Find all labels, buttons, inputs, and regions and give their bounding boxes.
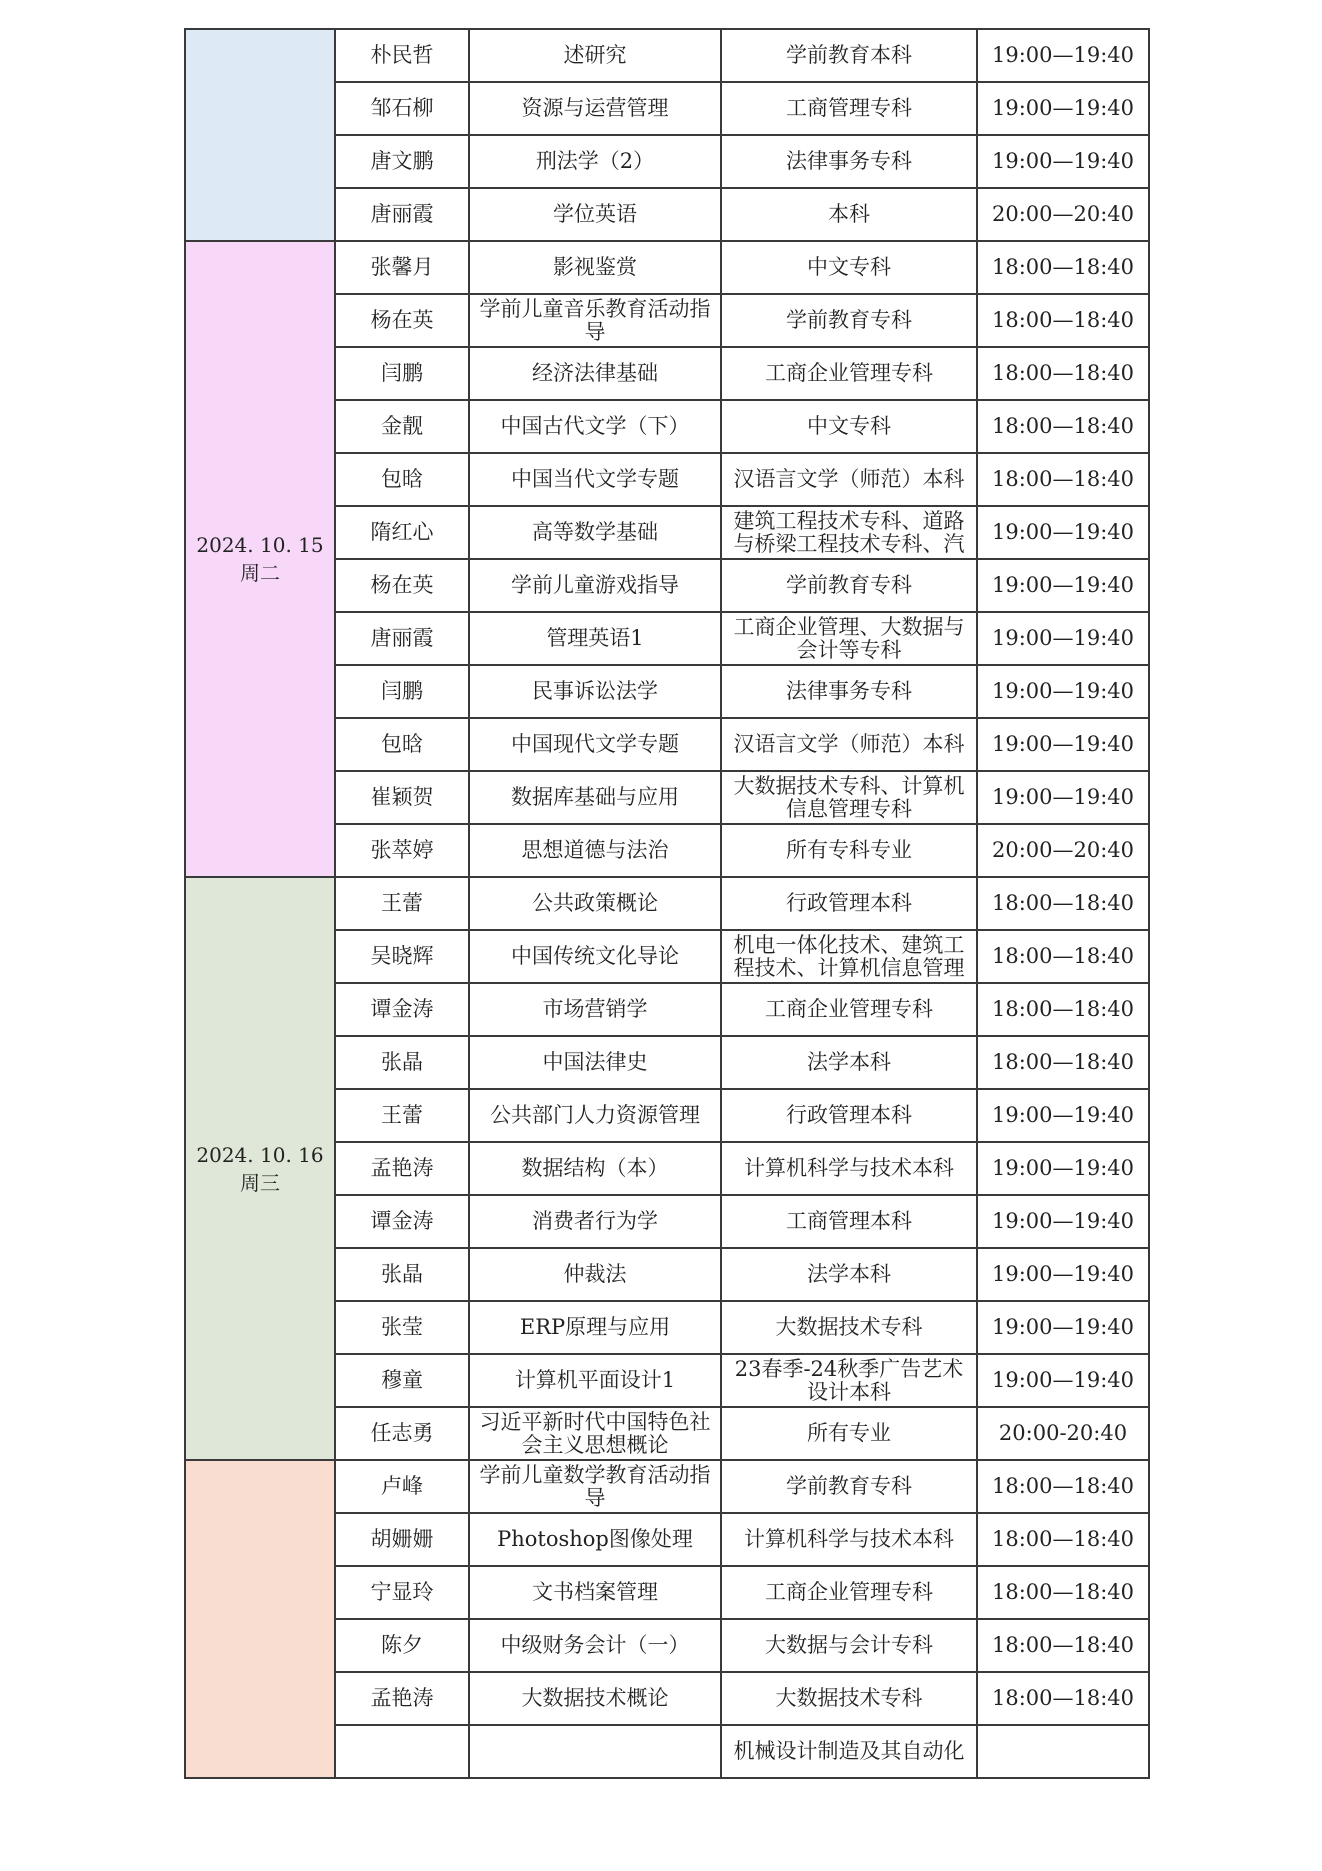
- course-cell: 中国传统文化导论: [469, 930, 721, 983]
- course-cell: 述研究: [469, 29, 721, 82]
- major-cell: 法律事务专科: [721, 665, 977, 718]
- major-cell: 计算机科学与技术本科: [721, 1142, 977, 1195]
- course-cell: 习近平新时代中国特色社会主义思想概论: [469, 1407, 721, 1460]
- major-cell: 所有专科专业: [721, 824, 977, 877]
- teacher-cell: 隋红心: [335, 506, 469, 559]
- date-cell: [185, 1460, 335, 1778]
- course-cell: 刑法学（2）: [469, 135, 721, 188]
- time-cell: 18:00—18:40: [977, 1566, 1149, 1619]
- course-cell: 数据结构（本）: [469, 1142, 721, 1195]
- table-row: [185, 877, 1149, 930]
- major-cell: 大数据技术专科、计算机信息管理专科: [721, 771, 977, 824]
- course-cell: [469, 1725, 721, 1778]
- major-cell: 机电一体化技术、建筑工程技术、计算机信息管理: [721, 930, 977, 983]
- teacher-cell: 张晶: [335, 1248, 469, 1301]
- time-cell: 19:00—19:40: [977, 612, 1149, 665]
- major-cell: 工商企业管理专科: [721, 347, 977, 400]
- course-cell: 高等数学基础: [469, 506, 721, 559]
- weekday-label: 周二: [240, 561, 280, 585]
- course-cell: 计算机平面设计1: [469, 1354, 721, 1407]
- course-cell: 学前儿童数学教育活动指导: [469, 1460, 721, 1513]
- course-cell: 大数据技术概论: [469, 1672, 721, 1725]
- teacher-cell: 朴民哲: [335, 29, 469, 82]
- date-label: 2024. 10. 15: [196, 533, 324, 557]
- schedule-sheet: [184, 43, 1148, 1820]
- teacher-cell: 孟艳涛: [335, 1672, 469, 1725]
- major-cell: 法学本科: [721, 1036, 977, 1089]
- teacher-cell: 唐文鹏: [335, 135, 469, 188]
- time-cell: 18:00—18:40: [977, 930, 1149, 983]
- teacher-cell: 崔颖贺: [335, 771, 469, 824]
- teacher-cell: 任志勇: [335, 1407, 469, 1460]
- table-row: [185, 29, 1149, 82]
- teacher-cell: 包晗: [335, 718, 469, 771]
- time-cell: 19:00—19:40: [977, 1248, 1149, 1301]
- course-cell: 思想道德与法治: [469, 824, 721, 877]
- time-cell: 19:00—19:40: [977, 29, 1149, 82]
- course-cell: 数据库基础与应用: [469, 771, 721, 824]
- major-cell: 学前教育专科: [721, 294, 977, 347]
- major-cell: 汉语言文学（师范）本科: [721, 453, 977, 506]
- major-cell: 法律事务专科: [721, 135, 977, 188]
- teacher-cell: 邹石柳: [335, 82, 469, 135]
- course-cell: 经济法律基础: [469, 347, 721, 400]
- teacher-cell: 陈夕: [335, 1619, 469, 1672]
- time-cell: 19:00—19:40: [977, 559, 1149, 612]
- teacher-cell: 唐丽霞: [335, 188, 469, 241]
- course-cell: 文书档案管理: [469, 1566, 721, 1619]
- course-cell: 中国现代文学专题: [469, 718, 721, 771]
- time-cell: 20:00—20:40: [977, 188, 1149, 241]
- teacher-cell: 穆童: [335, 1354, 469, 1407]
- teacher-cell: 张莹: [335, 1301, 469, 1354]
- date-cell: [185, 877, 335, 1460]
- time-cell: 18:00—18:40: [977, 241, 1149, 294]
- schedule-body: [185, 29, 1149, 1778]
- major-cell: 大数据技术专科: [721, 1672, 977, 1725]
- time-cell: 19:00—19:40: [977, 1142, 1149, 1195]
- course-cell: 公共政策概论: [469, 877, 721, 930]
- time-cell: 19:00—19:40: [977, 665, 1149, 718]
- course-cell: 中国当代文学专题: [469, 453, 721, 506]
- course-cell: 中国古代文学（下）: [469, 400, 721, 453]
- time-cell: 19:00—19:40: [977, 1301, 1149, 1354]
- course-cell: 管理英语1: [469, 612, 721, 665]
- major-cell: 中文专科: [721, 400, 977, 453]
- teacher-cell: 卢峰: [335, 1460, 469, 1513]
- table-row: [185, 1460, 1149, 1513]
- time-cell: 20:00—20:40: [977, 824, 1149, 877]
- major-cell: 所有专业: [721, 1407, 977, 1460]
- table-row: [185, 241, 1149, 294]
- course-cell: 仲裁法: [469, 1248, 721, 1301]
- date-label: 2024. 10. 16: [196, 1142, 324, 1167]
- teacher-cell: 宁显玲: [335, 1566, 469, 1619]
- course-cell: 消费者行为学: [469, 1195, 721, 1248]
- teacher-cell: 王蕾: [335, 1089, 469, 1142]
- major-cell: 工商管理本科: [721, 1195, 977, 1248]
- course-cell: 中国法律史: [469, 1036, 721, 1089]
- teacher-cell: 闫鹏: [335, 665, 469, 718]
- major-cell: 23春季-24秋季广告艺术设计本科: [721, 1354, 977, 1407]
- course-cell: 市场营销学: [469, 983, 721, 1036]
- time-cell: 18:00—18:40: [977, 453, 1149, 506]
- course-cell: 资源与运营管理: [469, 82, 721, 135]
- time-cell: [977, 1725, 1149, 1778]
- time-cell: 18:00—18:40: [977, 1672, 1149, 1725]
- major-cell: 机械设计制造及其自动化: [721, 1725, 977, 1778]
- major-cell: 本科: [721, 188, 977, 241]
- weekday-label: 周三: [240, 1170, 280, 1195]
- major-cell: 工商企业管理专科: [721, 1566, 977, 1619]
- course-cell: 中级财务会计（一）: [469, 1619, 721, 1672]
- teacher-cell: [335, 1725, 469, 1778]
- time-cell: 18:00—18:40: [977, 1513, 1149, 1566]
- teacher-cell: 胡姗姗: [335, 1513, 469, 1566]
- time-cell: 18:00—18:40: [977, 347, 1149, 400]
- major-cell: 工商管理专科: [721, 82, 977, 135]
- schedule-table: [184, 28, 1150, 1779]
- major-cell: 工商企业管理专科: [721, 983, 977, 1036]
- time-cell: 19:00—19:40: [977, 718, 1149, 771]
- date-cell: [185, 241, 335, 877]
- time-cell: 18:00—18:40: [977, 1036, 1149, 1089]
- time-cell: 18:00—18:40: [977, 400, 1149, 453]
- time-cell: 19:00—19:40: [977, 1195, 1149, 1248]
- teacher-cell: 谭金涛: [335, 983, 469, 1036]
- time-cell: 20:00-20:40: [977, 1407, 1149, 1460]
- major-cell: 大数据技术专科: [721, 1301, 977, 1354]
- time-cell: 18:00—18:40: [977, 1460, 1149, 1513]
- teacher-cell: 谭金涛: [335, 1195, 469, 1248]
- major-cell: 工商企业管理、大数据与会计等专科: [721, 612, 977, 665]
- time-cell: 19:00—19:40: [977, 1354, 1149, 1407]
- time-cell: 19:00—19:40: [977, 771, 1149, 824]
- course-cell: ERP原理与应用: [469, 1301, 721, 1354]
- major-cell: 法学本科: [721, 1248, 977, 1301]
- time-cell: 19:00—19:40: [977, 1089, 1149, 1142]
- teacher-cell: 张萃婷: [335, 824, 469, 877]
- major-cell: 大数据与会计专科: [721, 1619, 977, 1672]
- major-cell: 学前教育专科: [721, 1460, 977, 1513]
- teacher-cell: 孟艳涛: [335, 1142, 469, 1195]
- course-cell: 民事诉讼法学: [469, 665, 721, 718]
- course-cell: 学前儿童音乐教育活动指导: [469, 294, 721, 347]
- teacher-cell: 杨在英: [335, 559, 469, 612]
- major-cell: 行政管理本科: [721, 877, 977, 930]
- major-cell: 学前教育专科: [721, 559, 977, 612]
- teacher-cell: 杨在英: [335, 294, 469, 347]
- teacher-cell: 金靓: [335, 400, 469, 453]
- teacher-cell: 吴晓辉: [335, 930, 469, 983]
- course-cell: 学位英语: [469, 188, 721, 241]
- course-cell: Photoshop图像处理: [469, 1513, 721, 1566]
- teacher-cell: 张晶: [335, 1036, 469, 1089]
- date-cell: [185, 29, 335, 241]
- course-cell: 学前儿童游戏指导: [469, 559, 721, 612]
- time-cell: 19:00—19:40: [977, 135, 1149, 188]
- major-cell: 计算机科学与技术本科: [721, 1513, 977, 1566]
- course-cell: 公共部门人力资源管理: [469, 1089, 721, 1142]
- time-cell: 18:00—18:40: [977, 877, 1149, 930]
- major-cell: 建筑工程技术专科、道路与桥梁工程技术专科、汽: [721, 506, 977, 559]
- time-cell: 19:00—19:40: [977, 82, 1149, 135]
- major-cell: 汉语言文学（师范）本科: [721, 718, 977, 771]
- major-cell: 行政管理本科: [721, 1089, 977, 1142]
- teacher-cell: 王蕾: [335, 877, 469, 930]
- course-cell: 影视鉴赏: [469, 241, 721, 294]
- major-cell: 中文专科: [721, 241, 977, 294]
- time-cell: 19:00—19:40: [977, 506, 1149, 559]
- teacher-cell: 唐丽霞: [335, 612, 469, 665]
- teacher-cell: 张馨月: [335, 241, 469, 294]
- teacher-cell: 包晗: [335, 453, 469, 506]
- time-cell: 18:00—18:40: [977, 294, 1149, 347]
- teacher-cell: 闫鹏: [335, 347, 469, 400]
- major-cell: 学前教育本科: [721, 29, 977, 82]
- time-cell: 18:00—18:40: [977, 1619, 1149, 1672]
- time-cell: 18:00—18:40: [977, 983, 1149, 1036]
